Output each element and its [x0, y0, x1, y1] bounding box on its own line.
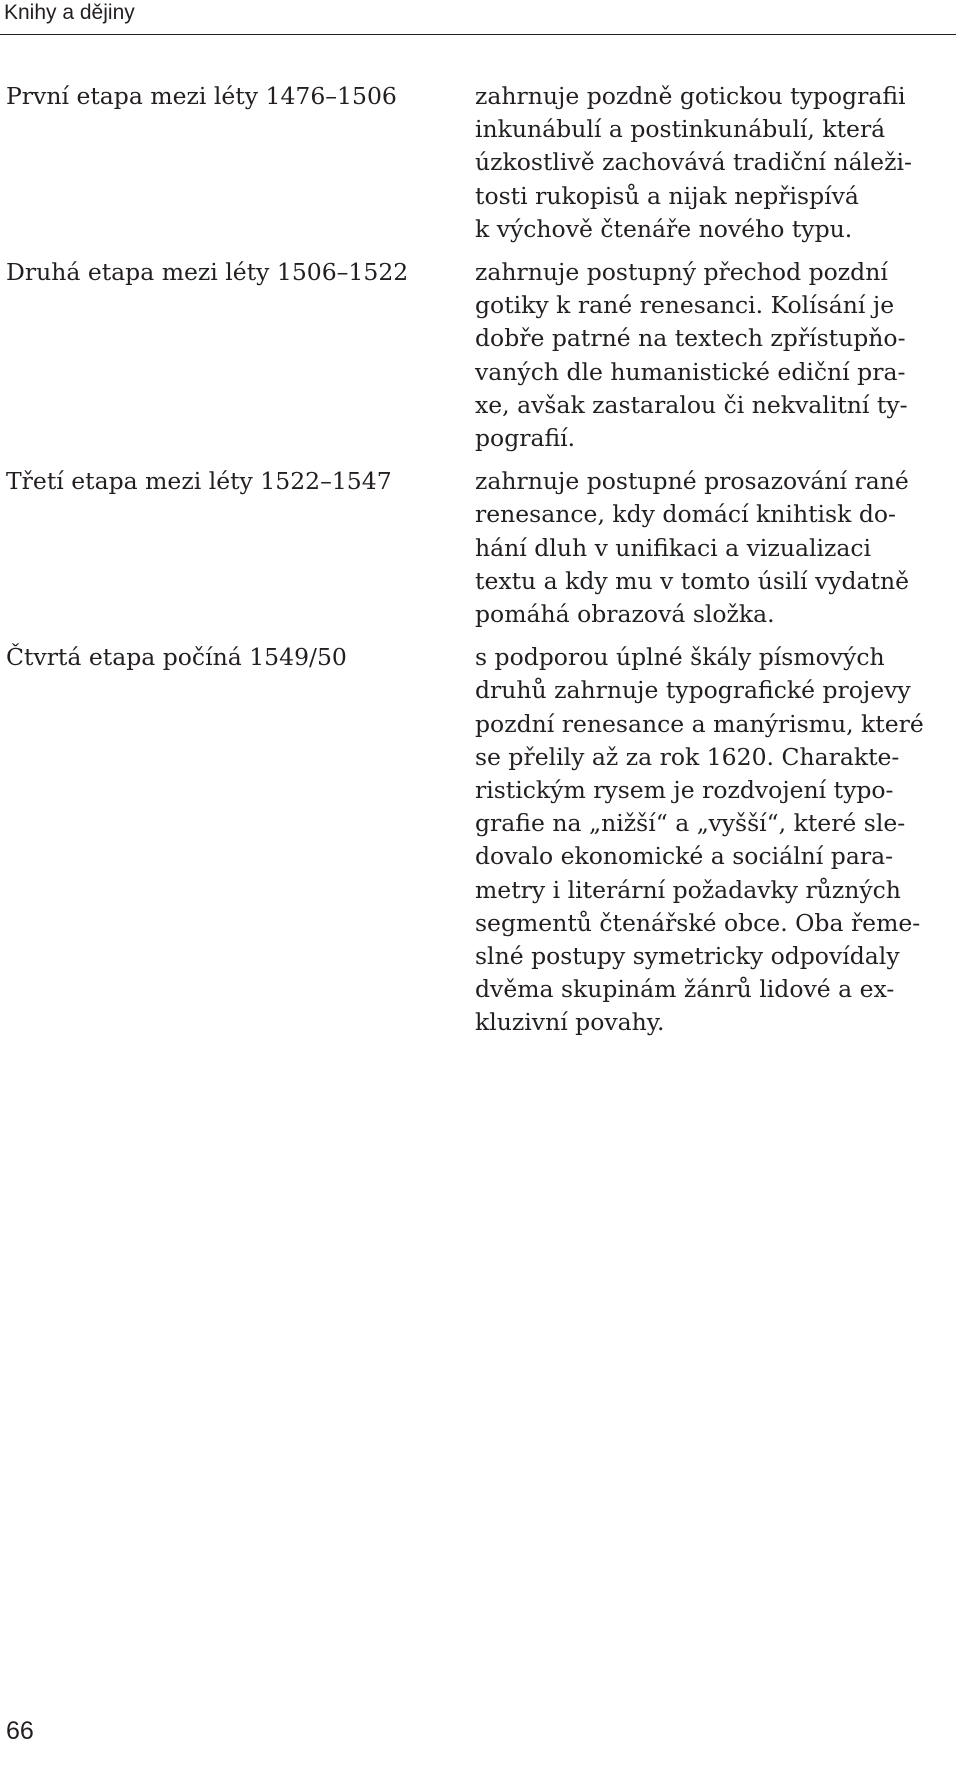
description-line: vaných dle humanistické ediční pra- — [475, 357, 906, 386]
description-line: pografií. — [475, 424, 576, 453]
description-line: inkunábulí a postinkunábulí, která — [475, 115, 886, 144]
description-line: dobře patrné na textech zpřístupňo- — [475, 324, 906, 353]
period-entry — [0, 80, 960, 246]
description-line: k výchově čtenáře nového typu. — [475, 214, 853, 243]
description-line: hání dluh v unifikaci a vizualizaci — [475, 533, 872, 562]
running-head — [0, 0, 956, 35]
description-line: renesance, kdy domácí knihtisk do- — [475, 500, 896, 529]
period-list — [0, 80, 960, 1050]
period-entry — [0, 256, 960, 455]
period-term: Čtvrtá etapa počíná 1549/50 — [6, 643, 347, 672]
description-line: se přelily až za rok 1620. Charakte- — [475, 742, 900, 771]
period-description — [475, 465, 960, 631]
period-term: První etapa mezi léty 1476–1506 — [6, 82, 397, 110]
period-description — [475, 80, 960, 246]
description-line: tosti rukopisů a nijak nepřispívá — [475, 181, 859, 210]
running-head-title: Knihy a dějiny — [4, 1, 135, 24]
period-entry — [0, 465, 960, 631]
description-line: metry i literární požadavky různých — [475, 875, 901, 904]
description-line: gotiky k rané renesanci. Kolísání je — [475, 291, 895, 320]
description-line: pomáhá obrazová složka. — [475, 600, 775, 629]
page-number: 66 — [6, 1717, 34, 1745]
description-line: dovalo ekonomické a sociální para- — [475, 842, 894, 871]
description-line: druhů zahrnuje typografické projevy — [475, 676, 911, 705]
description-line: zahrnuje pozdně gotickou typografii — [475, 82, 906, 110]
period-term: Třetí etapa mezi léty 1522–1547 — [6, 467, 392, 496]
description-line: slné postupy symetricky odpovídaly — [475, 942, 900, 971]
period-term: Druhá etapa mezi léty 1506–1522 — [6, 258, 409, 287]
description-line: zahrnuje postupné prosazování rané — [475, 467, 909, 496]
description-line: textu a kdy mu v tomto úsilí vydatně — [475, 566, 910, 595]
description-line: segmentů čtenářské obce. Oba řeme- — [475, 908, 921, 937]
description-line: ristickým rysem je rozdvojení typo- — [475, 776, 894, 805]
description-line: zahrnuje postupný přechod pozdní — [475, 258, 888, 287]
description-line: úzkostlivě zachovává tradiční náleži- — [475, 148, 912, 177]
description-line: pozdní renesance a manýrismu, které — [475, 709, 924, 738]
description-line: s podporou úplné škály písmových — [475, 643, 885, 672]
description-line: xe, avšak zastaralou či nekvalitní ty- — [475, 390, 908, 419]
period-entry — [0, 641, 960, 1039]
description-line: kluzivní povahy. — [475, 1008, 665, 1037]
period-description — [475, 256, 960, 455]
description-line: dvěma skupinám žánrů lidové a ex- — [475, 975, 895, 1004]
description-line: grafie na „nižší“ a „vyšší“, které sle- — [475, 809, 906, 838]
period-description — [475, 641, 960, 1039]
